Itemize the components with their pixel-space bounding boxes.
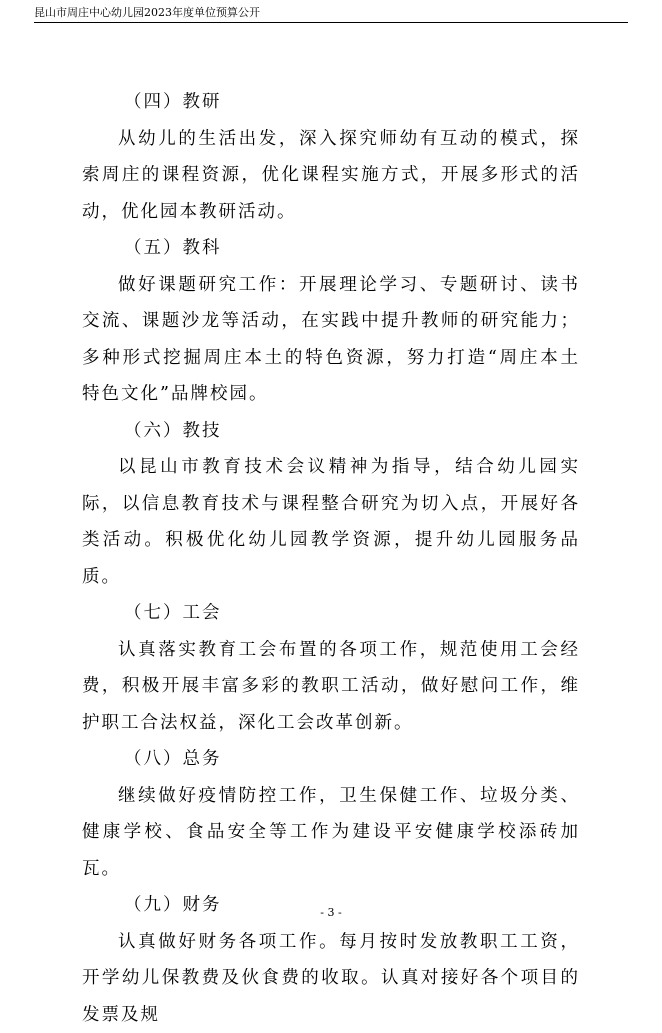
section-heading-8: （八）总务 [82, 741, 580, 778]
header-divider [34, 22, 628, 23]
running-header: 昆山市周庄中心幼儿园2023年度单位预算公开 [34, 6, 260, 20]
section-heading-6: （六）教技 [82, 413, 580, 450]
section-heading-4: （四）教研 [82, 84, 580, 121]
section-heading-9: （九）财务 [82, 887, 580, 924]
section-body-5: 做好课题研究工作：开展理论学习、专题研讨、读书交流、课题沙龙等活动，在实践中提升教师的研究能力；多种形式挖掘周庄本土的特色资源，努力打造“周庄本土特色文化”品牌校园。 [82, 267, 580, 413]
document-body [82, 84, 580, 1033]
section-body-8: 继续做好疫情防控工作，卫生保健工作、垃圾分类、健康学校、食品安全等工作为建设平安健康学校添砖加瓦。 [82, 778, 580, 888]
section-body-9: 认真做好财务各项工作。每月按时发放教职工工资，开学幼儿保教费及伙食费的收取。认真对接好各个项目的发票及规 [82, 924, 580, 1033]
section-body-4: 从幼儿的生活出发，深入探究师幼有互动的模式，探索周庄的课程资源，优化课程实施方式，开展多形式的活动，优化园本教研活动。 [82, 121, 580, 231]
section-heading-7: （七）工会 [82, 595, 580, 632]
page-number: - 3 - [0, 906, 662, 920]
section-body-7: 认真落实教育工会布置的各项工作，规范使用工会经费，积极开展丰富多彩的教职工活动，做好慰问工作，维护职工合法权益，深化工会改革创新。 [82, 632, 580, 742]
section-body-6: 以昆山市教育技术会议精神为指导，结合幼儿园实际，以信息教育技术与课程整合研究为切入点，开展好各类活动。积极优化幼儿园教学资源，提升幼儿园服务品质。 [82, 449, 580, 595]
section-heading-5: （五）教科 [82, 230, 580, 267]
